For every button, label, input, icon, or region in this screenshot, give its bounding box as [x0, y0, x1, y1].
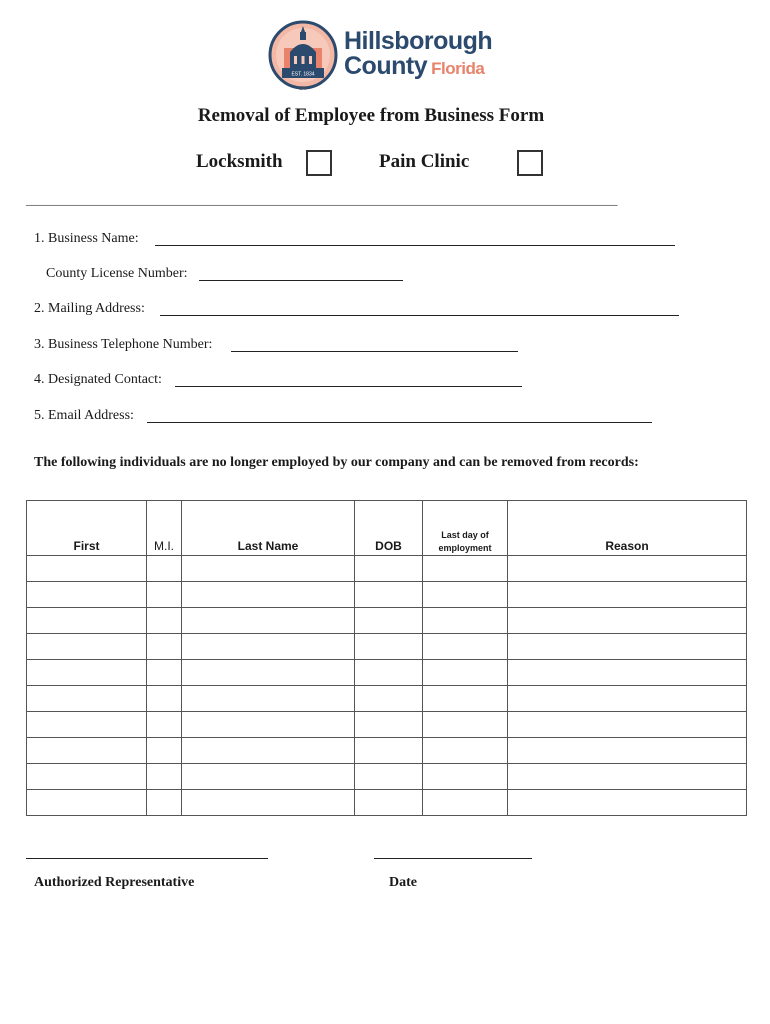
table-cell[interactable] [27, 608, 147, 634]
table-cell[interactable] [423, 660, 508, 686]
telephone-input[interactable] [231, 351, 518, 352]
locksmith-label: Locksmith [196, 151, 283, 172]
table-cell[interactable] [423, 582, 508, 608]
table-row [27, 790, 747, 816]
table-row [27, 582, 747, 608]
table-cell[interactable] [423, 556, 508, 582]
table-cell[interactable] [147, 764, 182, 790]
table-cell[interactable] [27, 634, 147, 660]
table-cell[interactable] [355, 686, 423, 712]
column-header-last-name: Last Name [182, 501, 355, 556]
business-name-label: 1. Business Name: [34, 231, 139, 246]
table-cell[interactable] [355, 712, 423, 738]
table-cell[interactable] [508, 608, 747, 634]
table-body [27, 556, 747, 816]
table-cell[interactable] [355, 556, 423, 582]
table-cell[interactable] [147, 686, 182, 712]
table-cell[interactable] [147, 582, 182, 608]
table-cell[interactable] [423, 738, 508, 764]
table-cell[interactable] [355, 764, 423, 790]
column-header-first: First [27, 501, 147, 556]
business-name-input[interactable] [155, 245, 675, 246]
table-cell[interactable] [355, 634, 423, 660]
table-cell[interactable] [182, 660, 355, 686]
column-header-reason: Reason [508, 501, 747, 556]
table-cell[interactable] [508, 660, 747, 686]
table-row [27, 608, 747, 634]
table-cell[interactable] [182, 686, 355, 712]
county-seal-logo [268, 20, 338, 90]
form-title: Removal of Employee from Business Form [197, 105, 545, 126]
table-cell[interactable] [182, 556, 355, 582]
date-label: Date [389, 875, 417, 890]
table-cell[interactable] [27, 738, 147, 764]
column-header-mi: M.I. [147, 501, 182, 556]
table-cell[interactable] [27, 712, 147, 738]
table-row [27, 686, 747, 712]
table-row [27, 660, 747, 686]
table-row [27, 738, 747, 764]
table-cell[interactable] [27, 660, 147, 686]
table-row [27, 764, 747, 790]
mailing-address-label: 2. Mailing Address: [34, 301, 145, 316]
locksmith-checkbox[interactable] [306, 150, 332, 176]
representative-signature-line[interactable] [26, 858, 268, 859]
logo-state: Florida [431, 59, 485, 78]
employee-table [26, 500, 747, 816]
pain-clinic-label: Pain Clinic [379, 151, 470, 172]
table-cell[interactable] [423, 634, 508, 660]
column-header-last-day: Last day of employment [423, 501, 508, 556]
table-cell[interactable] [182, 712, 355, 738]
table-cell[interactable] [423, 608, 508, 634]
table-cell[interactable] [182, 608, 355, 634]
table-cell[interactable] [355, 608, 423, 634]
table-cell[interactable] [147, 556, 182, 582]
table-row [27, 712, 747, 738]
logo-trademark: SM [299, 86, 307, 92]
table-cell[interactable] [508, 686, 747, 712]
table-cell[interactable] [508, 634, 747, 660]
table-cell[interactable] [508, 738, 747, 764]
table-cell[interactable] [355, 790, 423, 816]
table-cell[interactable] [355, 738, 423, 764]
table-cell[interactable] [423, 712, 508, 738]
logo-name-line2 [344, 52, 484, 83]
table-cell[interactable] [27, 764, 147, 790]
table-cell[interactable] [182, 738, 355, 764]
designated-contact-input[interactable] [175, 386, 522, 387]
table-cell[interactable] [147, 790, 182, 816]
email-label: 5. Email Address: [34, 408, 134, 423]
table-cell[interactable] [182, 790, 355, 816]
table-cell[interactable] [423, 764, 508, 790]
table-cell[interactable] [182, 582, 355, 608]
logo-name-line1: Hillsborough [344, 27, 493, 55]
table-cell[interactable] [182, 764, 355, 790]
pain-clinic-checkbox[interactable] [517, 150, 543, 176]
designated-contact-label: 4. Designated Contact: [34, 372, 162, 387]
table-cell[interactable] [508, 790, 747, 816]
table-cell[interactable] [423, 790, 508, 816]
table-row [27, 634, 747, 660]
table-cell[interactable] [27, 686, 147, 712]
table-cell[interactable] [147, 660, 182, 686]
table-cell[interactable] [27, 582, 147, 608]
table-cell[interactable] [147, 608, 182, 634]
table-cell[interactable] [508, 764, 747, 790]
table-cell[interactable] [27, 556, 147, 582]
county-license-label: County License Number: [46, 266, 188, 281]
section-divider: ___________________________________________________________________________________________ [26, 192, 618, 207]
svg-text:EST. 1834: EST. 1834 [291, 71, 315, 78]
table-cell[interactable] [508, 582, 747, 608]
table-cell[interactable] [423, 686, 508, 712]
county-license-input[interactable] [199, 280, 403, 281]
telephone-label: 3. Business Telephone Number: [34, 337, 213, 352]
table-cell[interactable] [27, 790, 147, 816]
email-input[interactable] [147, 422, 652, 423]
column-header-dob: DOB [355, 501, 423, 556]
table-cell[interactable] [355, 582, 423, 608]
notice-text: The following individuals are no longer employed by our company and can be removed from records: [34, 455, 639, 470]
table-header-row [27, 501, 747, 556]
table-cell[interactable] [508, 712, 747, 738]
table-cell[interactable] [355, 660, 423, 686]
table-cell[interactable] [508, 556, 747, 582]
logo-county: County [344, 52, 428, 80]
table-row [27, 556, 747, 582]
mailing-address-input[interactable] [160, 315, 679, 316]
table-cell[interactable] [147, 634, 182, 660]
representative-label: Authorized Representative [34, 875, 195, 890]
table-cell[interactable] [147, 712, 182, 738]
date-signature-line[interactable] [374, 858, 532, 859]
table-cell[interactable] [182, 634, 355, 660]
table-cell[interactable] [147, 738, 182, 764]
